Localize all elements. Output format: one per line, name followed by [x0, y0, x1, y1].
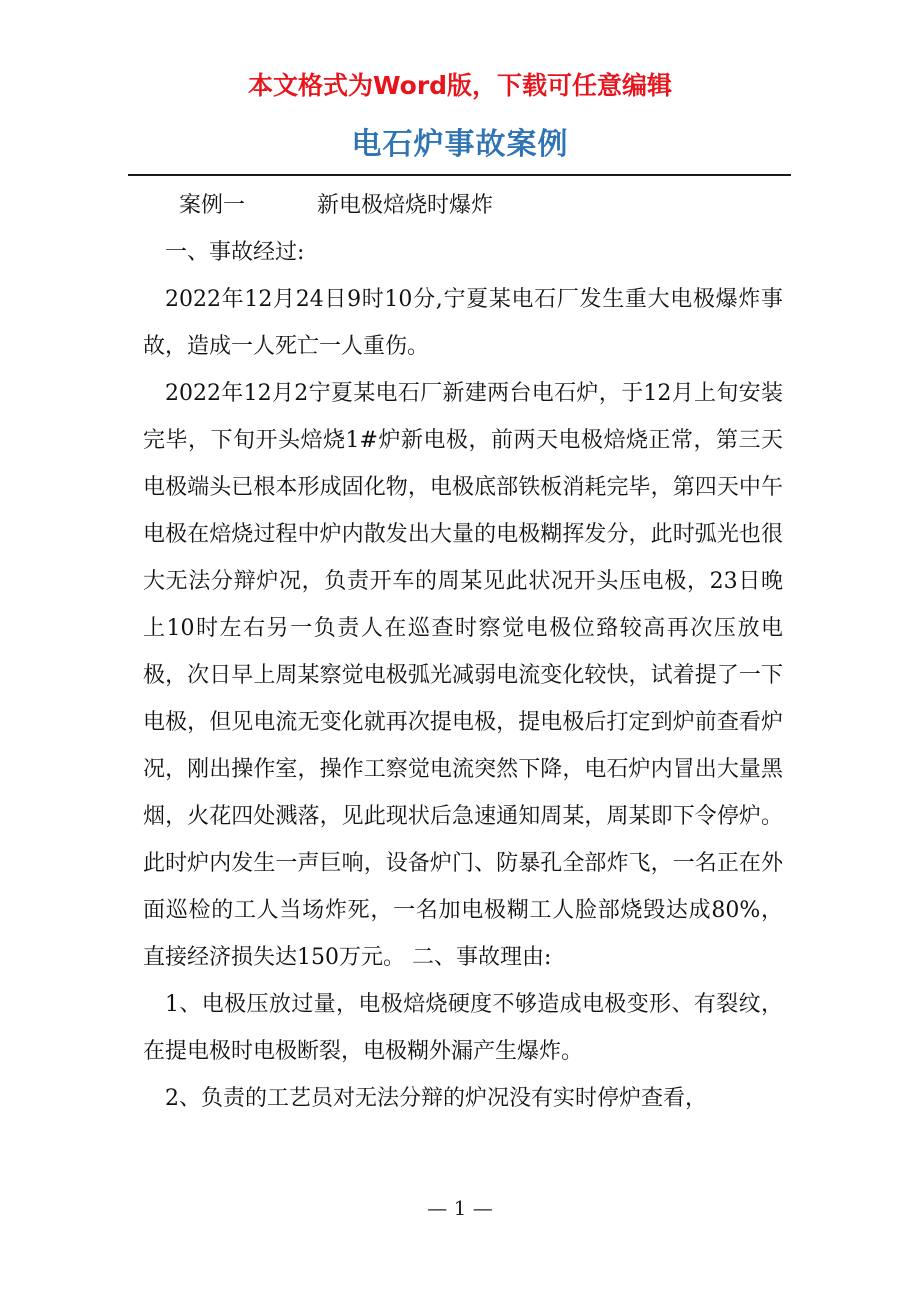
title-divider: [128, 174, 791, 176]
page-number: — 1 —: [427, 1196, 493, 1220]
document-body: [143, 182, 783, 1122]
section-heading-accident-process: 一、事故经过:: [165, 240, 305, 265]
document-title: 电石炉事故案例: [351, 127, 569, 162]
download-banner: 本文格式为Word版，下载可任意编辑: [247, 71, 673, 100]
paragraph-summary: 2022年12月24日9时10分,宁夏某电石厂发生重大电极爆炸事故，造成一人死亡一人重伤。: [143, 287, 783, 359]
paragraph-cause-2: 2、负责的工艺员对无法分辩的炉况没有实时停炉查看，: [165, 1086, 707, 1111]
case-name: 新电极焙烧时爆炸: [317, 193, 494, 218]
case-heading: [143, 182, 783, 229]
paragraph-cause-1: 1、电极压放过量，电极焙烧硬度不够造成电极变形、有裂纹，在提电极时电极断裂，电极糊外漏产生爆炸。: [143, 992, 783, 1064]
case-label: 案例一: [179, 193, 246, 218]
paragraph-details: 2022年12月2宁夏某电石厂新建两台电石炉，于12月上旬安装完毕，下旬开头焙烧1#炉新电极，前两天电极焙烧正常，第三天电极端头已根本形成固化物，电极底部铁板消耗完毕，第四天中午电极在焙烧过程中炉内散发出大量的电极糊挥发分，此时弧光也很大无法分辩炉况，负责开车的周某见此状况开头压电极，23日晚上10时左右另一负责人在巡查时察觉电极位臵较高再次压放电极，次日早上周某察觉电极弧光减弱电流变化较快，试着提了一下电极，但见电流无变化就再次提电极，提电极后打定到炉前查看炉况，刚出操作室，操作工察觉电流突然下降，电石炉内冒出大量黑烟，火花四处溅落，见此现状后急速通知周某，周某即下令停炉。此时炉内发生一声巨响，设备炉门、防暴孔全部炸飞，一名正在外面巡检的工人当场炸死，一名加电极糊工人脸部烧毁达成80%，直接经济损失达150万元。 二、事故理由:: [143, 381, 783, 970]
